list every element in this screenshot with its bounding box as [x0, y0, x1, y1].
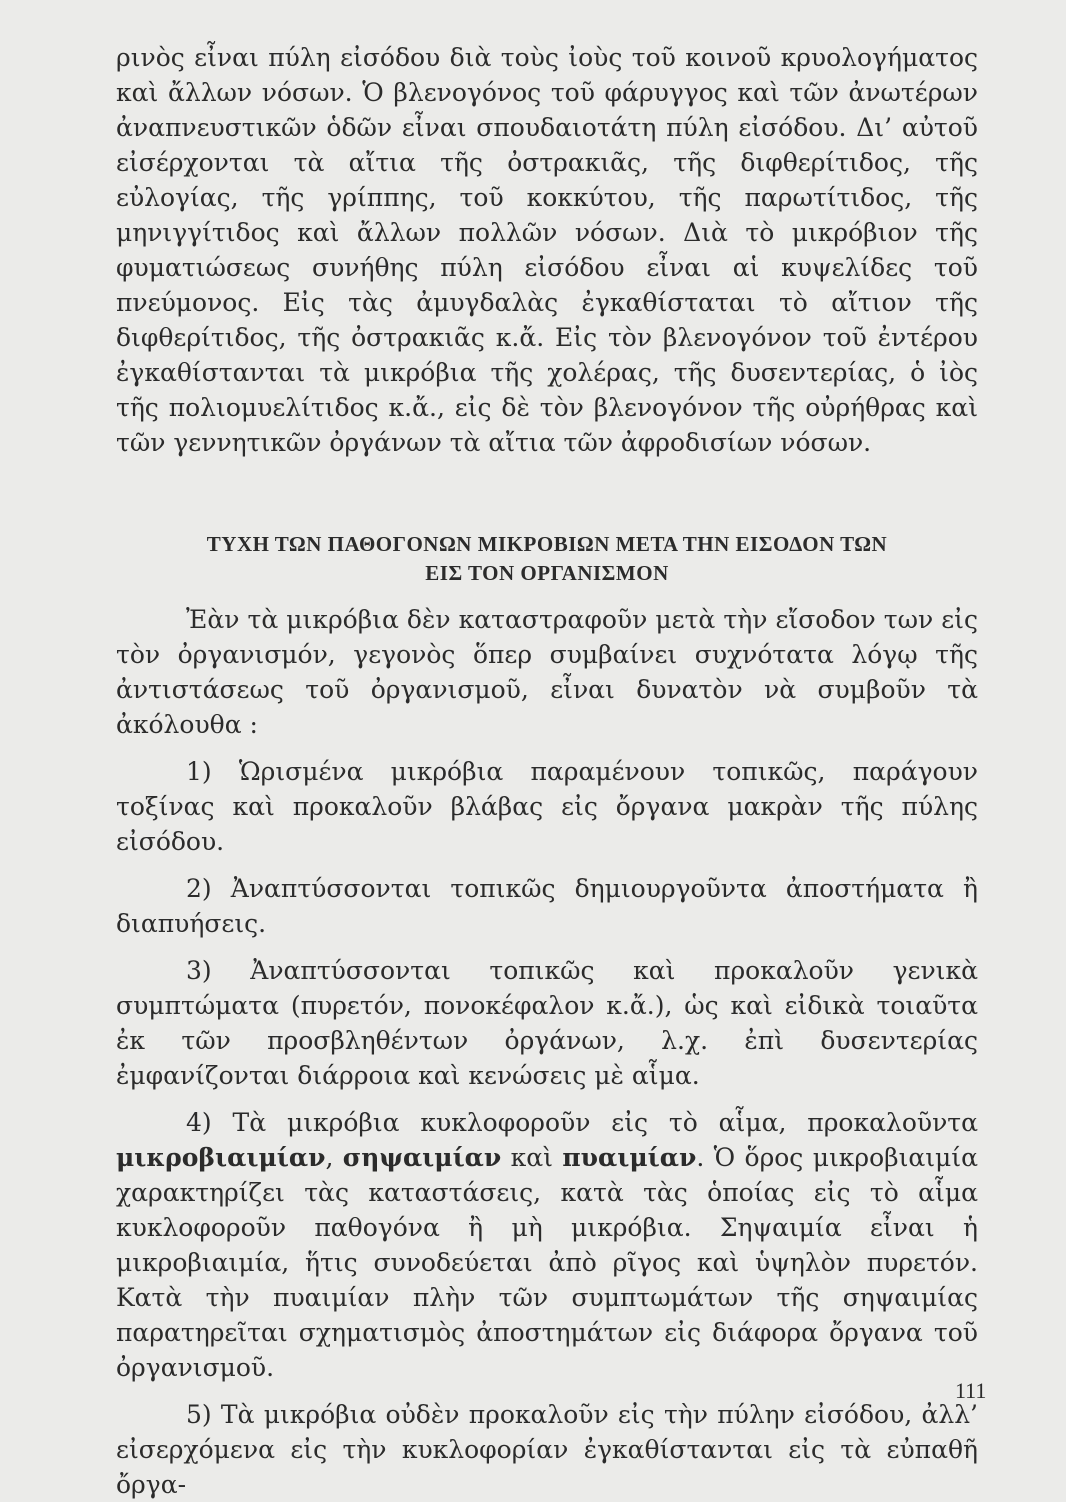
page-number: 111 — [955, 1378, 987, 1403]
list-item-4-rest: . Ὁ ὅρος μικροβιαιμία χαρακτηρίζει τὰς καταστάσεις, κατὰ τὰς ὁποίας εἰς τὸ αἷμα κυκλοφοροῦν παθογόνα ἢ μὴ μικρόβια. Σηψαιμία εἶναι ἡ μικροβιαιμία, ἥτις συνοδεύεται ἀπὸ ρῖγος καὶ ὑψηλὸν πυρετόν. Κατὰ τὴν πυαιμίαν πλὴν τῶν συμπτωμάτων τῆς σηψαιμίας παρατηρεῖται σχηματισμὸς ἀποστημάτων εἰς διάφορα ὄργανα τοῦ ὀργανισμοῦ. — [116, 1143, 978, 1382]
opening-paragraph: ρινὸς εἶναι πύλη εἰσόδου διὰ τοὺς ἰοὺς τοῦ κοινοῦ κρυολογήματος καὶ ἄλλων νόσων. Ὁ βλενογόνος τοῦ φάρυγγος καὶ τῶν ἀνωτέρων ἀναπνευστικῶν ὁδῶν εἶναι σπουδαιοτάτη πύλη εἰσόδου. Δι’ αὐτοῦ εἰσέρχονται τὰ αἴτια τῆς ὀστρακιᾶς, τῆς διφθερίτιδος, τῆς εὐλογίας, τῆς γρίππης, τοῦ κοκκύτου, τῆς παρωτίτιδος, τῆς μηνιγγίτιδος καὶ ἄλλων πολλῶν νόσων. Διὰ τὸ μικρόβιον τῆς φυματιώσεως συνήθης πύλη εἰσόδου εἶναι αἱ κυψελίδες τοῦ πνεύμονος. Εἰς τὰς ἀμυγδαλὰς ἐγκαθίσταται τὸ αἴτιον τῆς διφθερίτιδος, τῆς ὀστρακιᾶς κ.ἄ. Εἰς τὸν βλενογόνον τοῦ ἐντέρου ἐγκαθίστανται τὰ μικρόβια τῆς χολέρας, τῆς δυσεντερίας, ὁ ἰὸς τῆς πολιομυελίτιδος κ.ἄ., εἰς δὲ τὸν βλενογόνον τῆς οὐρήθρας καὶ τῶν γεννητικῶν ὀργάνων τὰ αἴτια τῶν ἀφροδισίων νόσων. — [116, 43, 978, 457]
list-item-4-separator-1: , — [325, 1143, 343, 1172]
list-item-1: 1) Ὡρισμένα μικρόβια παραμένουν τοπικῶς, παράγουν τοξίνας καὶ προκαλοῦν βλάβας εἰς ὄργανα μακρὰν τῆς πύλης εἰσόδου. — [116, 757, 978, 856]
term-pyaemia: πυαιμίαν — [562, 1143, 697, 1172]
section-heading-line-2: ΕΙΣ ΤΟΝ ΟΡΓΑΝΙΣΜΟΝ — [425, 561, 669, 585]
term-microbiaemia: μικροβιαιμίαν — [116, 1143, 326, 1172]
section-heading — [116, 530, 978, 588]
list-item-4-intro: 4) Τὰ μικρόβια κυκλοφοροῦν εἰς τὸ αἷμα, προκαλοῦντα — [186, 1108, 978, 1137]
term-septicaemia: σηψαιμίαν — [342, 1143, 502, 1172]
section-heading-line-1: ΤΥΧΗ ΤΩΝ ΠΑΘΟΓΟΝΩΝ ΜΙΚΡΟΒΙΩΝ ΜΕΤΑ ΤΗΝ ΕΙΣΟΔΟΝ ΤΩΝ — [206, 532, 888, 556]
list-item-3: 3) Ἀναπτύσσονται τοπικῶς καὶ προκαλοῦν γενικὰ συμπτώματα (πυρετόν, πονοκέφαλον κ.ἄ.), ὡς καὶ εἰδικὰ τοιαῦτα ἐκ τῶν προσβληθέντων ὀργάνων, λ.χ. ἐπὶ δυσεντερίας ἐμφανίζονται διάρροια καὶ κενώσεις μὲ αἷμα. — [116, 956, 978, 1090]
list-item-5: 5) Τὰ μικρόβια οὐδὲν προκαλοῦν εἰς τὴν πύλην εἰσόδου, ἀλλ’ εἰσερχόμενα εἰς τὴν κυκλοφορίαν ἐγκαθίστανται εἰς τὰ εὐπαθῆ ὄργα- — [116, 1400, 978, 1499]
section-intro-paragraph: Ἐὰν τὰ μικρόβια δὲν καταστραφοῦν μετὰ τὴν εἴσοδον των εἰς τὸν ὀργανισμόν, γεγονὸς ὅπερ συμβαίνει συχνότατα λόγῳ τῆς ἀντιστάσεως τοῦ ὀργανισμοῦ, εἶναι δυνατὸν νὰ συμβοῦν τὰ ἀκόλουθα : — [116, 605, 978, 739]
page-body — [116, 40, 978, 1502]
list-item-4 — [116, 1105, 978, 1385]
list-item-4-separator-2: καὶ — [501, 1143, 563, 1172]
list-item-2: 2) Ἀναπτύσσονται τοπικῶς δημιουργοῦντα ἀποστήματα ἢ διαπυήσεις. — [116, 874, 978, 938]
